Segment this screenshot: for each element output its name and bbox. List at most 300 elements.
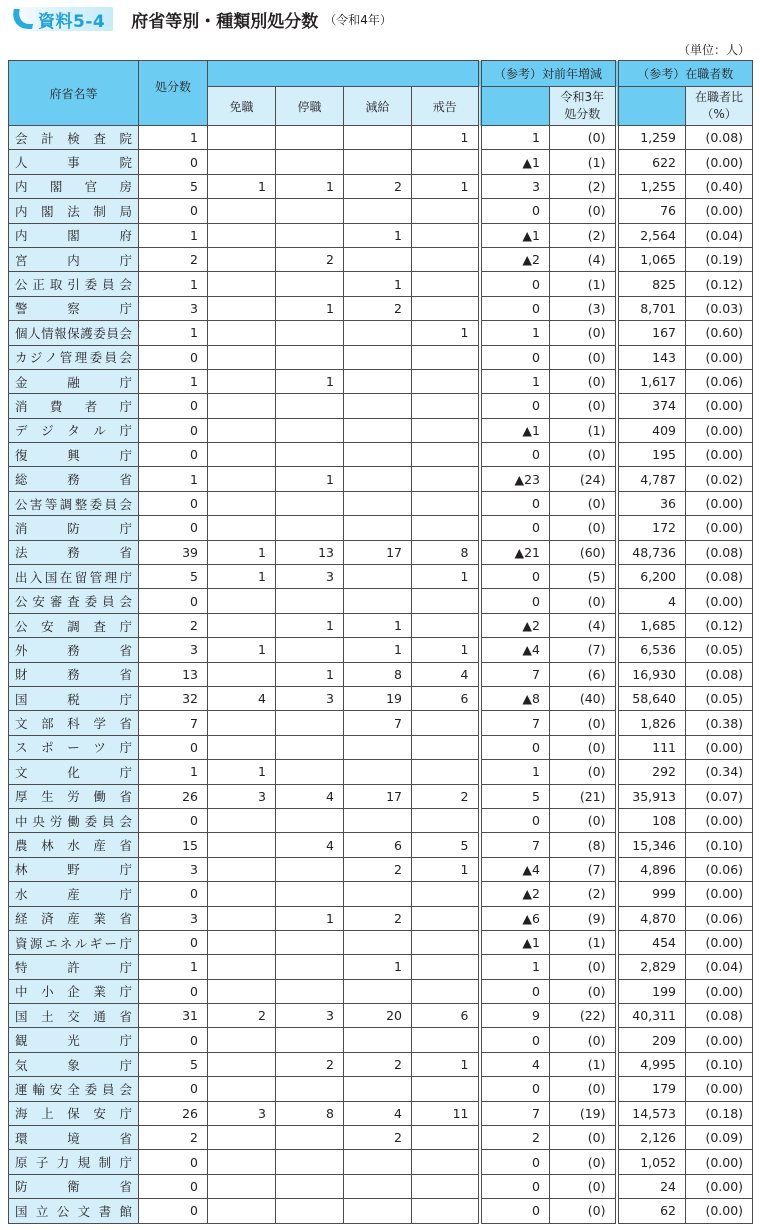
agency-name bbox=[15, 690, 132, 708]
agency-name-char: 公 bbox=[15, 594, 28, 610]
change-cell: 4 bbox=[480, 1052, 550, 1076]
dismissal-cell bbox=[208, 808, 276, 832]
agency-name bbox=[15, 324, 132, 342]
pay-cut-cell bbox=[344, 735, 412, 759]
agency-name bbox=[15, 251, 132, 269]
prev-year-cell: (22) bbox=[550, 1004, 617, 1028]
agency-name-cell bbox=[9, 247, 139, 271]
prev-year-cell: (1) bbox=[550, 418, 617, 442]
pay-cut-cell bbox=[344, 126, 412, 150]
ratio-cell: (0.00) bbox=[686, 882, 753, 906]
agency-name-char: 管 bbox=[89, 569, 103, 585]
prev-year-cell: (2) bbox=[550, 223, 617, 247]
agency-name-char: 公 bbox=[15, 496, 28, 512]
prev-year-cell: (0) bbox=[550, 321, 617, 345]
pay-cut-cell bbox=[344, 1077, 412, 1101]
agency-name bbox=[15, 1056, 132, 1074]
suspension-cell bbox=[276, 1028, 344, 1052]
suspension-cell bbox=[276, 930, 344, 954]
reprimand-cell: 4 bbox=[412, 662, 480, 686]
ratio-cell: (0.07) bbox=[686, 784, 753, 808]
agency-name-char: 宮 bbox=[15, 252, 28, 268]
dismissal-cell bbox=[208, 1150, 276, 1174]
agency-name-char: 員 bbox=[106, 325, 119, 341]
pay-cut-cell bbox=[344, 321, 412, 345]
pay-cut-cell bbox=[344, 516, 412, 540]
reprimand-cell: 5 bbox=[412, 833, 480, 857]
agency-name bbox=[15, 738, 132, 756]
ratio-cell: (0.00) bbox=[686, 394, 753, 418]
change-cell: 7 bbox=[480, 711, 550, 735]
staff-cell: 62 bbox=[617, 1199, 686, 1223]
staff-cell: 111 bbox=[617, 735, 686, 759]
prev-year-cell: (0) bbox=[550, 491, 617, 515]
agency-name-char: 省 bbox=[119, 545, 132, 561]
table-row bbox=[9, 540, 753, 564]
change-cell: 9 bbox=[480, 1004, 550, 1028]
prev-year-cell: (0) bbox=[550, 808, 617, 832]
table-row bbox=[9, 711, 753, 735]
count-cell: 1 bbox=[139, 126, 208, 150]
agency-name-char: 輸 bbox=[32, 1081, 45, 1097]
agency-name bbox=[15, 665, 132, 683]
agency-name-char: 許 bbox=[67, 959, 80, 975]
change-cell: ▲4 bbox=[480, 857, 550, 881]
dismissal-cell bbox=[208, 955, 276, 979]
table-row bbox=[9, 1052, 753, 1076]
agency-name-char: 計 bbox=[41, 130, 54, 146]
pay-cut-cell bbox=[344, 247, 412, 271]
agency-name-char: 消 bbox=[15, 520, 28, 536]
agency-name-char: 野 bbox=[67, 862, 80, 878]
agency-name-char: 興 bbox=[67, 447, 80, 463]
header-count: 処分数 bbox=[139, 61, 208, 126]
count-cell: 0 bbox=[139, 150, 208, 174]
agency-name-cell bbox=[9, 711, 139, 735]
count-cell: 0 bbox=[139, 808, 208, 832]
agency-name-char: 産 bbox=[93, 838, 106, 854]
staff-cell: 1,255 bbox=[617, 174, 686, 198]
table-row bbox=[9, 174, 753, 198]
agency-name bbox=[15, 1153, 132, 1171]
agency-name bbox=[15, 714, 132, 732]
agency-name-char: 庁 bbox=[119, 1057, 132, 1073]
table-row bbox=[9, 565, 753, 589]
count-cell: 0 bbox=[139, 199, 208, 223]
staff-cell: 292 bbox=[617, 760, 686, 784]
agency-name bbox=[15, 787, 132, 805]
agency-name-char: 総 bbox=[15, 472, 28, 488]
suspension-cell bbox=[276, 955, 344, 979]
agency-name-char: 融 bbox=[67, 374, 80, 390]
header-name: 府省名等 bbox=[9, 61, 139, 126]
agency-name-char: 房 bbox=[119, 179, 132, 195]
change-cell: 0 bbox=[480, 979, 550, 1003]
reprimand-cell bbox=[412, 930, 480, 954]
agency-name-char: 税 bbox=[67, 691, 80, 707]
reprimand-cell bbox=[412, 1150, 480, 1174]
agency-name-char: 警 bbox=[15, 301, 28, 317]
agency-name-char: 資 bbox=[15, 935, 28, 951]
prev-year-cell: (0) bbox=[550, 199, 617, 223]
count-cell: 5 bbox=[139, 565, 208, 589]
reprimand-cell: 8 bbox=[412, 540, 480, 564]
agency-name-cell bbox=[9, 199, 139, 223]
agency-name-char: 理 bbox=[104, 569, 118, 585]
staff-cell: 35,913 bbox=[617, 784, 686, 808]
table-row bbox=[9, 418, 753, 442]
count-cell: 26 bbox=[139, 784, 208, 808]
table-row bbox=[9, 516, 753, 540]
table-row bbox=[9, 735, 753, 759]
count-cell: 0 bbox=[139, 394, 208, 418]
dismissal-cell: 1 bbox=[208, 540, 276, 564]
staff-cell: 14,573 bbox=[617, 1101, 686, 1125]
change-cell: ▲2 bbox=[480, 247, 550, 271]
reprimand-cell: 2 bbox=[412, 784, 480, 808]
reprimand-cell bbox=[412, 1174, 480, 1198]
prev-year-cell: (19) bbox=[550, 1101, 617, 1125]
pay-cut-cell bbox=[344, 882, 412, 906]
staff-cell: 1,826 bbox=[617, 711, 686, 735]
suspension-cell bbox=[276, 418, 344, 442]
ratio-cell: (0.06) bbox=[686, 369, 753, 393]
disciplinary-actions-table bbox=[8, 60, 753, 1224]
pay-cut-cell bbox=[344, 345, 412, 369]
agency-name-char: 消 bbox=[15, 398, 28, 414]
count-cell: 32 bbox=[139, 686, 208, 710]
agency-name-char: 委 bbox=[84, 277, 98, 293]
change-cell: 1 bbox=[480, 321, 550, 345]
pay-cut-cell bbox=[344, 443, 412, 467]
staff-cell: 143 bbox=[617, 345, 686, 369]
suspension-cell: 2 bbox=[276, 247, 344, 271]
reprimand-cell bbox=[412, 369, 480, 393]
staff-cell: 58,640 bbox=[617, 686, 686, 710]
table-row bbox=[9, 1174, 753, 1198]
table-body bbox=[9, 126, 753, 1224]
suspension-cell bbox=[276, 1199, 344, 1223]
staff-cell: 76 bbox=[617, 199, 686, 223]
agency-name-char: 会 bbox=[119, 277, 132, 293]
agency-name-cell bbox=[9, 613, 139, 637]
agency-name-cell bbox=[9, 1077, 139, 1101]
agency-name-char: 国 bbox=[15, 691, 28, 707]
suspension-cell bbox=[276, 1077, 344, 1101]
agency-name-char: 立 bbox=[35, 1203, 49, 1219]
header-pay-cut: 減給 bbox=[344, 87, 412, 126]
prev-year-cell: (7) bbox=[550, 857, 617, 881]
header-prev-year bbox=[550, 87, 617, 126]
prev-year-cell: (0) bbox=[550, 443, 617, 467]
agency-name-char: 省 bbox=[119, 911, 132, 927]
agency-name bbox=[15, 1202, 132, 1220]
agency-name-char: 安 bbox=[93, 1106, 106, 1122]
table-row bbox=[9, 1126, 753, 1150]
agency-name-char: 閣 bbox=[67, 228, 80, 244]
dismissal-cell bbox=[208, 296, 276, 320]
change-cell: 0 bbox=[480, 345, 550, 369]
agency-name-cell bbox=[9, 1101, 139, 1125]
agency-name-char: 水 bbox=[67, 838, 80, 854]
agency-name-char: 部 bbox=[41, 716, 54, 732]
suspension-cell bbox=[276, 979, 344, 1003]
count-cell: 0 bbox=[139, 418, 208, 442]
agency-name-char: 報 bbox=[54, 325, 67, 341]
suspension-cell: 2 bbox=[276, 1052, 344, 1076]
prev-year-cell: (24) bbox=[550, 467, 617, 491]
reprimand-cell bbox=[412, 199, 480, 223]
ratio-cell: (0.02) bbox=[686, 467, 753, 491]
agency-name-char: 員 bbox=[104, 496, 118, 512]
dismissal-cell: 1 bbox=[208, 760, 276, 784]
agency-name-cell bbox=[9, 565, 139, 589]
suspension-cell bbox=[276, 638, 344, 662]
agency-name bbox=[15, 275, 132, 293]
agency-name-char: 委 bbox=[84, 813, 98, 829]
table-row bbox=[9, 321, 753, 345]
agency-name-char: 検 bbox=[67, 130, 80, 146]
agency-name-char: 金 bbox=[15, 374, 28, 390]
table-row bbox=[9, 662, 753, 686]
header-reprimand: 戒告 bbox=[412, 87, 480, 126]
reprimand-cell bbox=[412, 589, 480, 613]
agency-name-char: 整 bbox=[74, 496, 88, 512]
agency-name-char: 庁 bbox=[119, 691, 132, 707]
agency-name-char: 省 bbox=[119, 1179, 132, 1195]
suspension-cell bbox=[276, 808, 344, 832]
prev-year-cell: (0) bbox=[550, 126, 617, 150]
agency-name-char: 文 bbox=[77, 1203, 91, 1219]
agency-name-char: 源 bbox=[29, 935, 43, 951]
agency-name-char: 情 bbox=[41, 325, 54, 341]
agency-name-char: 保 bbox=[67, 1106, 80, 1122]
agency-name-cell bbox=[9, 1028, 139, 1052]
dismissal-cell bbox=[208, 1028, 276, 1052]
agency-name bbox=[15, 153, 132, 171]
agency-name-char: 省 bbox=[119, 472, 132, 488]
suspension-cell: 1 bbox=[276, 369, 344, 393]
agency-name-char: ポ bbox=[41, 740, 54, 756]
table-row bbox=[9, 369, 753, 393]
ratio-cell: (0.09) bbox=[686, 1126, 753, 1150]
agency-name-char: 局 bbox=[119, 203, 132, 219]
count-cell: 1 bbox=[139, 467, 208, 491]
suspension-cell: 3 bbox=[276, 565, 344, 589]
agency-name bbox=[15, 812, 132, 830]
agency-name-char: 人 bbox=[15, 155, 28, 171]
agency-name-cell bbox=[9, 345, 139, 369]
agency-name bbox=[15, 763, 132, 781]
ratio-cell: (0.40) bbox=[686, 174, 753, 198]
reprimand-cell bbox=[412, 979, 480, 1003]
pay-cut-cell: 6 bbox=[344, 833, 412, 857]
suspension-cell bbox=[276, 443, 344, 467]
dismissal-cell bbox=[208, 882, 276, 906]
agency-name-cell bbox=[9, 857, 139, 881]
reprimand-cell bbox=[412, 1028, 480, 1052]
suspension-cell bbox=[276, 321, 344, 345]
dismissal-cell bbox=[208, 1077, 276, 1101]
agency-name-char: 子 bbox=[35, 1155, 49, 1171]
count-cell: 2 bbox=[139, 1126, 208, 1150]
agency-name bbox=[15, 226, 132, 244]
agency-name-char: 引 bbox=[67, 277, 80, 293]
agency-name-char: 国 bbox=[15, 1203, 28, 1219]
table-row bbox=[9, 1150, 753, 1174]
staff-cell: 4 bbox=[617, 589, 686, 613]
count-cell: 5 bbox=[139, 1052, 208, 1076]
header-dismissal: 免職 bbox=[208, 87, 276, 126]
agency-name-char: 会 bbox=[119, 496, 132, 512]
table-row bbox=[9, 613, 753, 637]
pay-cut-cell: 8 bbox=[344, 662, 412, 686]
agency-name-cell bbox=[9, 1199, 139, 1223]
suspension-cell bbox=[276, 1174, 344, 1198]
ratio-cell: (0.00) bbox=[686, 930, 753, 954]
suspension-cell bbox=[276, 223, 344, 247]
agency-name-char: 委 bbox=[84, 594, 98, 610]
staff-cell: 622 bbox=[617, 150, 686, 174]
prev-year-cell: (8) bbox=[550, 833, 617, 857]
pay-cut-cell bbox=[344, 1199, 412, 1223]
agency-name-cell bbox=[9, 979, 139, 1003]
change-cell: 0 bbox=[480, 1150, 550, 1174]
agency-name-char: ル bbox=[74, 935, 88, 951]
dismissal-cell bbox=[208, 711, 276, 735]
count-cell: 0 bbox=[139, 1028, 208, 1052]
dismissal-cell bbox=[208, 979, 276, 1003]
agency-name bbox=[15, 617, 132, 635]
suspension-cell: 1 bbox=[276, 613, 344, 637]
prev-year-cell: (1) bbox=[550, 272, 617, 296]
agency-name-char: 海 bbox=[15, 1106, 28, 1122]
agency-name-char: 法 bbox=[67, 203, 80, 219]
staff-cell: 24 bbox=[617, 1174, 686, 1198]
agency-name-cell bbox=[9, 467, 139, 491]
prev-year-cell: (40) bbox=[550, 686, 617, 710]
table-row bbox=[9, 223, 753, 247]
pay-cut-cell: 1 bbox=[344, 955, 412, 979]
change-cell: 0 bbox=[480, 808, 550, 832]
agency-name-cell bbox=[9, 760, 139, 784]
agency-name-char: 水 bbox=[15, 886, 28, 902]
agency-name-char: 境 bbox=[67, 1130, 80, 1146]
table-row bbox=[9, 1004, 753, 1028]
pay-cut-cell bbox=[344, 808, 412, 832]
dismissal-cell bbox=[208, 735, 276, 759]
agency-name-char: 通 bbox=[93, 1008, 106, 1024]
pay-cut-cell: 1 bbox=[344, 638, 412, 662]
agency-name-char: 庁 bbox=[119, 252, 132, 268]
agency-name bbox=[15, 470, 132, 488]
change-cell: ▲1 bbox=[480, 418, 550, 442]
agency-name bbox=[15, 397, 132, 415]
agency-name-char: 務 bbox=[67, 472, 80, 488]
ratio-cell: (0.00) bbox=[686, 1077, 753, 1101]
suspension-cell: 1 bbox=[276, 662, 344, 686]
count-cell: 31 bbox=[139, 1004, 208, 1028]
agency-name-char: 在 bbox=[59, 569, 73, 585]
swoosh-icon bbox=[10, 9, 36, 29]
agency-name-char: 委 bbox=[89, 350, 103, 366]
reprimand-cell bbox=[412, 418, 480, 442]
agency-name-char: 理 bbox=[74, 350, 88, 366]
prev-year-cell: (0) bbox=[550, 394, 617, 418]
agency-name-char: 者 bbox=[84, 398, 98, 414]
header-ratio-line2: （%） bbox=[701, 107, 737, 121]
staff-cell: 167 bbox=[617, 321, 686, 345]
header-types-group bbox=[208, 61, 480, 87]
staff-cell: 999 bbox=[617, 882, 686, 906]
pay-cut-cell: 7 bbox=[344, 711, 412, 735]
agency-name-char: 厚 bbox=[15, 789, 28, 805]
agency-name-char: 衛 bbox=[67, 1179, 80, 1195]
agency-name-char: 内 bbox=[15, 228, 28, 244]
agency-name-char: 会 bbox=[119, 350, 132, 366]
staff-cell: 4,870 bbox=[617, 906, 686, 930]
agency-name bbox=[15, 177, 132, 195]
agency-name-char: 内 bbox=[67, 252, 80, 268]
count-cell: 0 bbox=[139, 516, 208, 540]
agency-name-char: 審 bbox=[49, 594, 63, 610]
pay-cut-cell bbox=[344, 1174, 412, 1198]
reprimand-cell bbox=[412, 1077, 480, 1101]
agency-name-char: 委 bbox=[84, 1081, 98, 1097]
agency-name-cell bbox=[9, 906, 139, 930]
agency-name-char: 省 bbox=[119, 716, 132, 732]
ratio-cell: (0.00) bbox=[686, 418, 753, 442]
table-row bbox=[9, 467, 753, 491]
agency-name-char: 保 bbox=[67, 325, 80, 341]
prev-year-cell: (9) bbox=[550, 906, 617, 930]
agency-name-char: 員 bbox=[102, 813, 115, 829]
count-cell: 0 bbox=[139, 979, 208, 1003]
staff-cell: 179 bbox=[617, 1077, 686, 1101]
suspension-cell: 13 bbox=[276, 540, 344, 564]
agency-name-char: タ bbox=[67, 423, 80, 439]
agency-name-char: 留 bbox=[74, 569, 88, 585]
prev-year-cell: (21) bbox=[550, 784, 617, 808]
agency-name-char: 庁 bbox=[119, 862, 132, 878]
dismissal-cell bbox=[208, 443, 276, 467]
agency-name-char: 制 bbox=[98, 1155, 112, 1171]
ratio-cell: (0.00) bbox=[686, 735, 753, 759]
staff-cell: 454 bbox=[617, 930, 686, 954]
agency-name-char: 規 bbox=[77, 1155, 91, 1171]
dismissal-cell bbox=[208, 589, 276, 613]
agency-name-char: 文 bbox=[15, 716, 28, 732]
staff-cell: 6,200 bbox=[617, 565, 686, 589]
agency-name-char: ス bbox=[15, 740, 28, 756]
header-suspension: 停職 bbox=[276, 87, 344, 126]
ratio-cell: (0.60) bbox=[686, 321, 753, 345]
suspension-cell bbox=[276, 516, 344, 540]
dismissal-cell bbox=[208, 516, 276, 540]
count-cell: 3 bbox=[139, 857, 208, 881]
reprimand-cell bbox=[412, 613, 480, 637]
count-cell: 39 bbox=[139, 540, 208, 564]
agency-name bbox=[15, 568, 132, 586]
document-title-bar bbox=[8, 6, 392, 32]
dismissal-cell: 3 bbox=[208, 1101, 276, 1125]
dismissal-cell: 1 bbox=[208, 638, 276, 662]
staff-cell: 172 bbox=[617, 516, 686, 540]
staff-cell: 199 bbox=[617, 979, 686, 1003]
suspension-cell bbox=[276, 491, 344, 515]
agency-name-char: 員 bbox=[102, 1081, 115, 1097]
ratio-cell: (0.10) bbox=[686, 833, 753, 857]
